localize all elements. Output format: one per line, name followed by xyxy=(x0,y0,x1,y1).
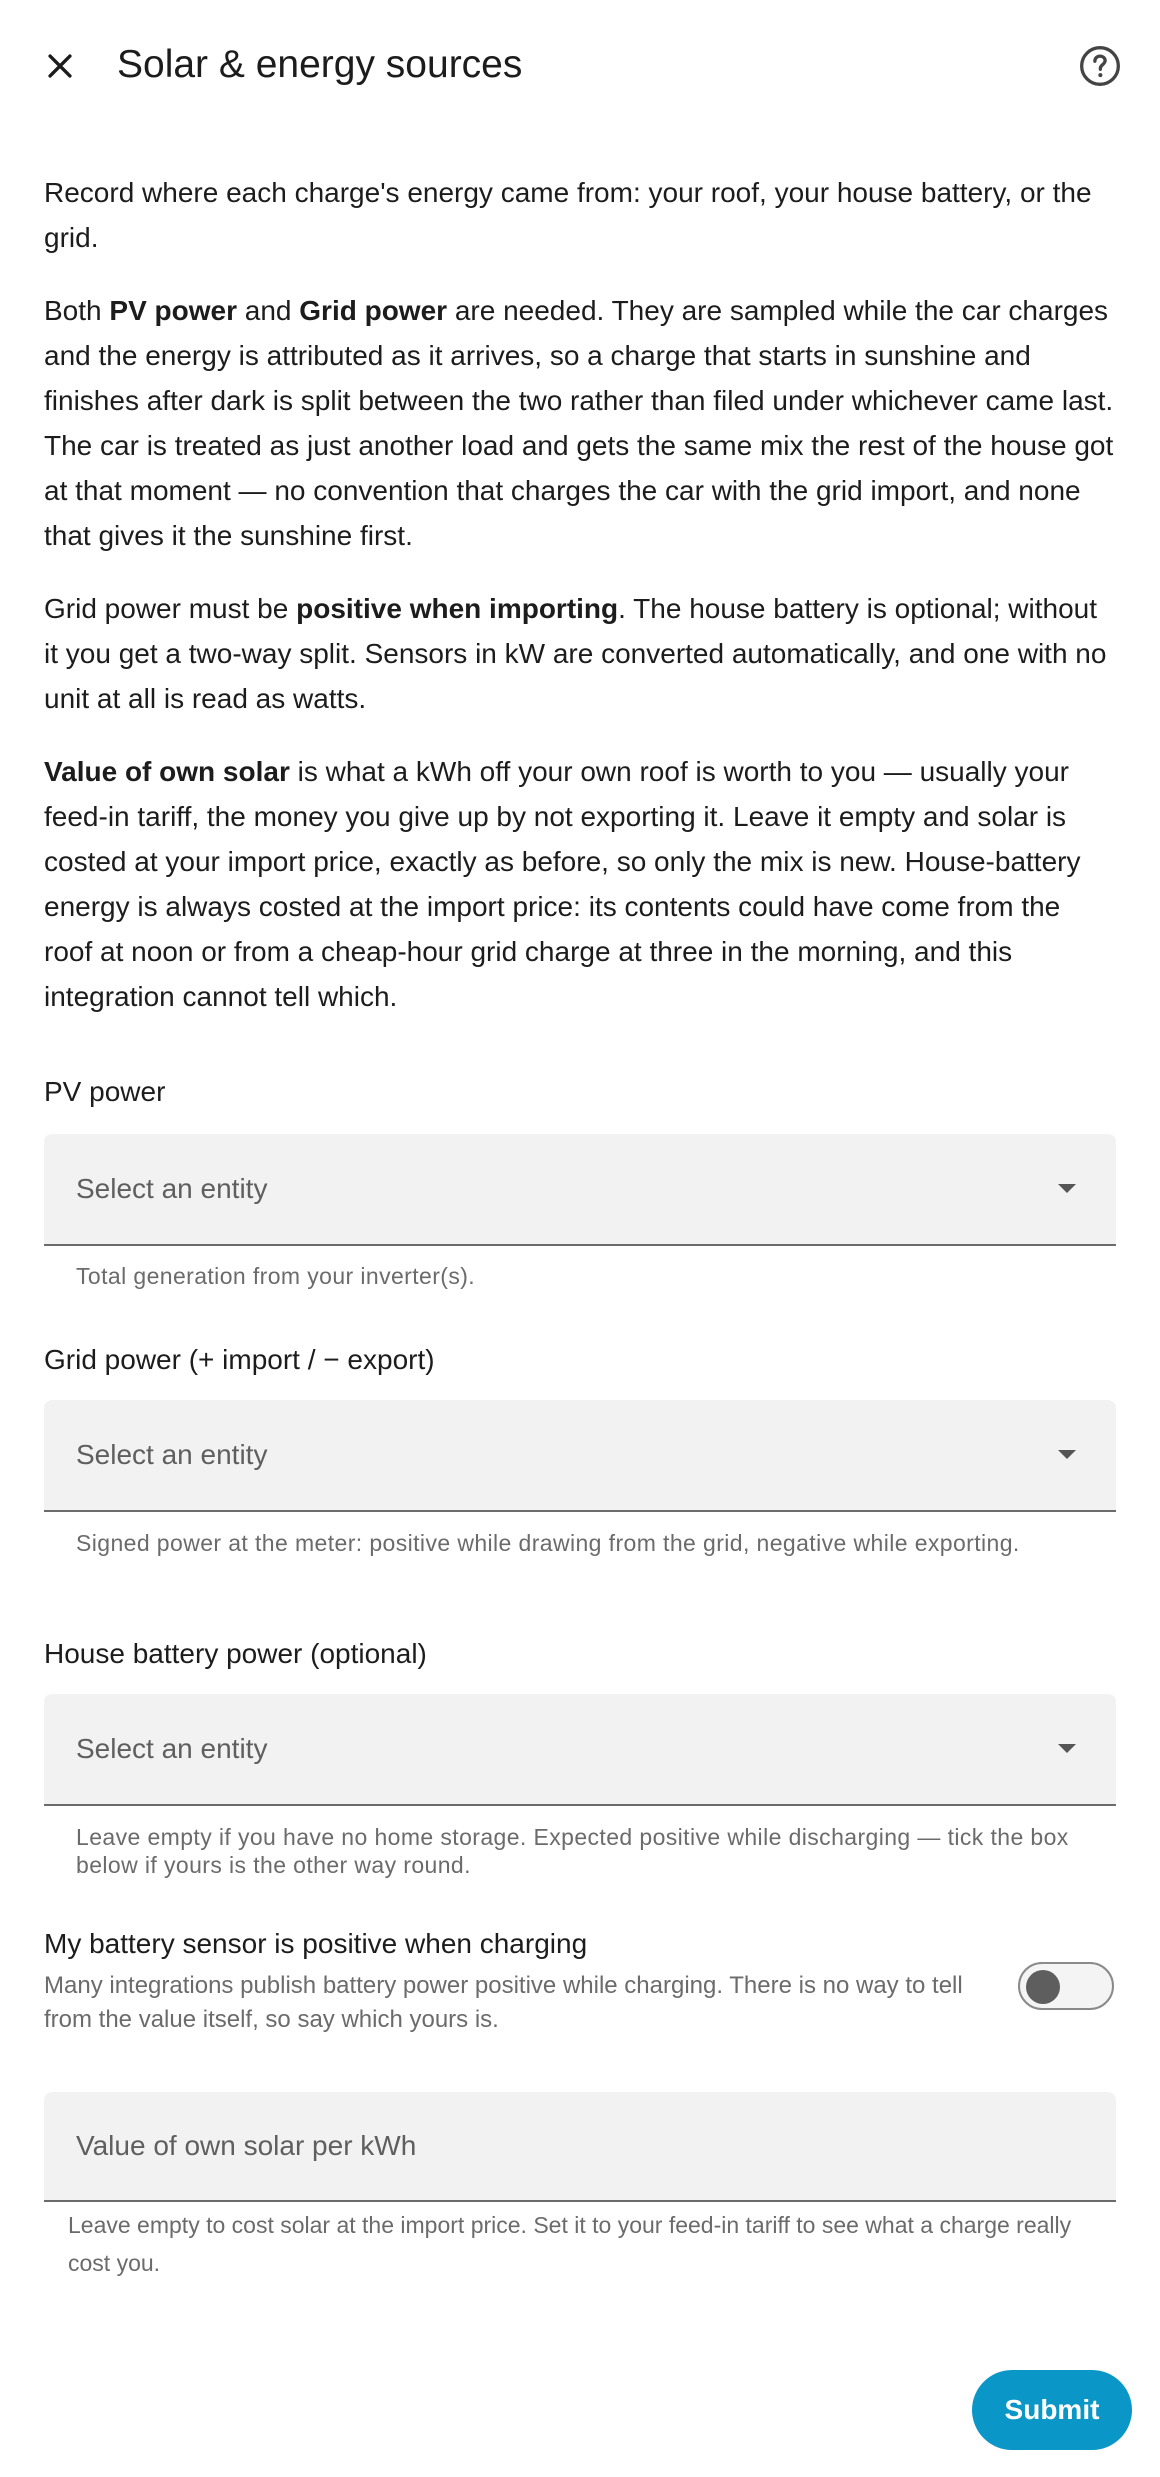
intro-text xyxy=(44,170,1116,1047)
battery-sign-toggle[interactable] xyxy=(1018,1962,1114,2010)
battery-sign-label: My battery sensor is positive when charging xyxy=(44,1928,588,1959)
pv-power-select[interactable] xyxy=(44,1134,1116,1246)
battery-sign-description: Many integrations publish battery power positive while charging. There is no way to tell from the value itself, so say which yours is. xyxy=(44,1972,963,2033)
battery-power-label: House battery power (optional) xyxy=(44,1638,427,1669)
pv-power-placeholder: Select an entity xyxy=(76,1173,268,1204)
grid-power-placeholder: Select an entity xyxy=(76,1439,268,1470)
help-button[interactable] xyxy=(1070,36,1130,96)
battery-power-placeholder: Select an entity xyxy=(76,1733,268,1764)
grid-power-label: Grid power (+ import / − export) xyxy=(44,1344,435,1375)
intro-paragraph-1: Record where each charge's energy came from: your roof, your house battery, or the grid. xyxy=(44,177,1092,253)
help-circle-icon xyxy=(1078,44,1122,88)
pv-power-label: PV power xyxy=(44,1076,166,1107)
submit-button[interactable]: Submit xyxy=(972,2370,1132,2450)
solar-value-placeholder: Value of own solar per kWh xyxy=(76,2130,417,2161)
intro-paragraph-3: Grid power must be positive when importing. The house battery is optional; without it you get a two-way split. Sensors in kW are converted automatically, and one with no unit at all is read as watts. xyxy=(44,593,1107,714)
toggle-knob xyxy=(1026,1970,1060,2004)
chevron-down-icon xyxy=(1058,1450,1076,1459)
grid-power-select[interactable] xyxy=(44,1400,1116,1512)
close-icon xyxy=(43,49,77,83)
battery-power-select[interactable] xyxy=(44,1694,1116,1806)
pv-power-helper: Total generation from your inverter(s). xyxy=(76,1263,476,1289)
solar-value-helper: Leave empty to cost solar at the import price. Set it to your feed-in tariff to see what a charge really cost you. xyxy=(68,2212,1072,2276)
grid-power-helper: Signed power at the meter: positive while drawing from the grid, negative while exporting. xyxy=(76,1530,1020,1556)
solar-value-input[interactable] xyxy=(44,2092,1116,2202)
chevron-down-icon xyxy=(1058,1184,1076,1193)
close-button[interactable] xyxy=(30,36,90,96)
dialog-title: Solar & energy sources xyxy=(117,43,523,86)
dialog-header xyxy=(0,0,1160,130)
intro-paragraph-4: Value of own solar is what a kWh off your own roof is worth to you — usually your feed-in tariff, the money you give up by not exporting it. Leave it empty and solar is costed at your import price, exactly as before, so only the mix is new. House-battery energy is always costed at the import price: its contents could have come from the roof at noon or from a cheap-hour grid charge at three in the morning, and this integration cannot tell which. xyxy=(44,756,1081,1012)
chevron-down-icon xyxy=(1058,1744,1076,1753)
battery-power-helper: Leave empty if you have no home storage. Expected positive while discharging — tick the box below if yours is the other way round. xyxy=(76,1824,1069,1878)
intro-paragraph-2: Both PV power and Grid power are needed. They are sampled while the car charges and the energy is attributed as it arrives, so a charge that starts in sunshine and finishes after dark is split between the two rather than filed under whichever came last. The car is treated as just another load and gets the same mix the rest of the house got at that moment — no convention that charges the car with the grid import, and none that gives it the sunshine first. xyxy=(44,295,1114,551)
